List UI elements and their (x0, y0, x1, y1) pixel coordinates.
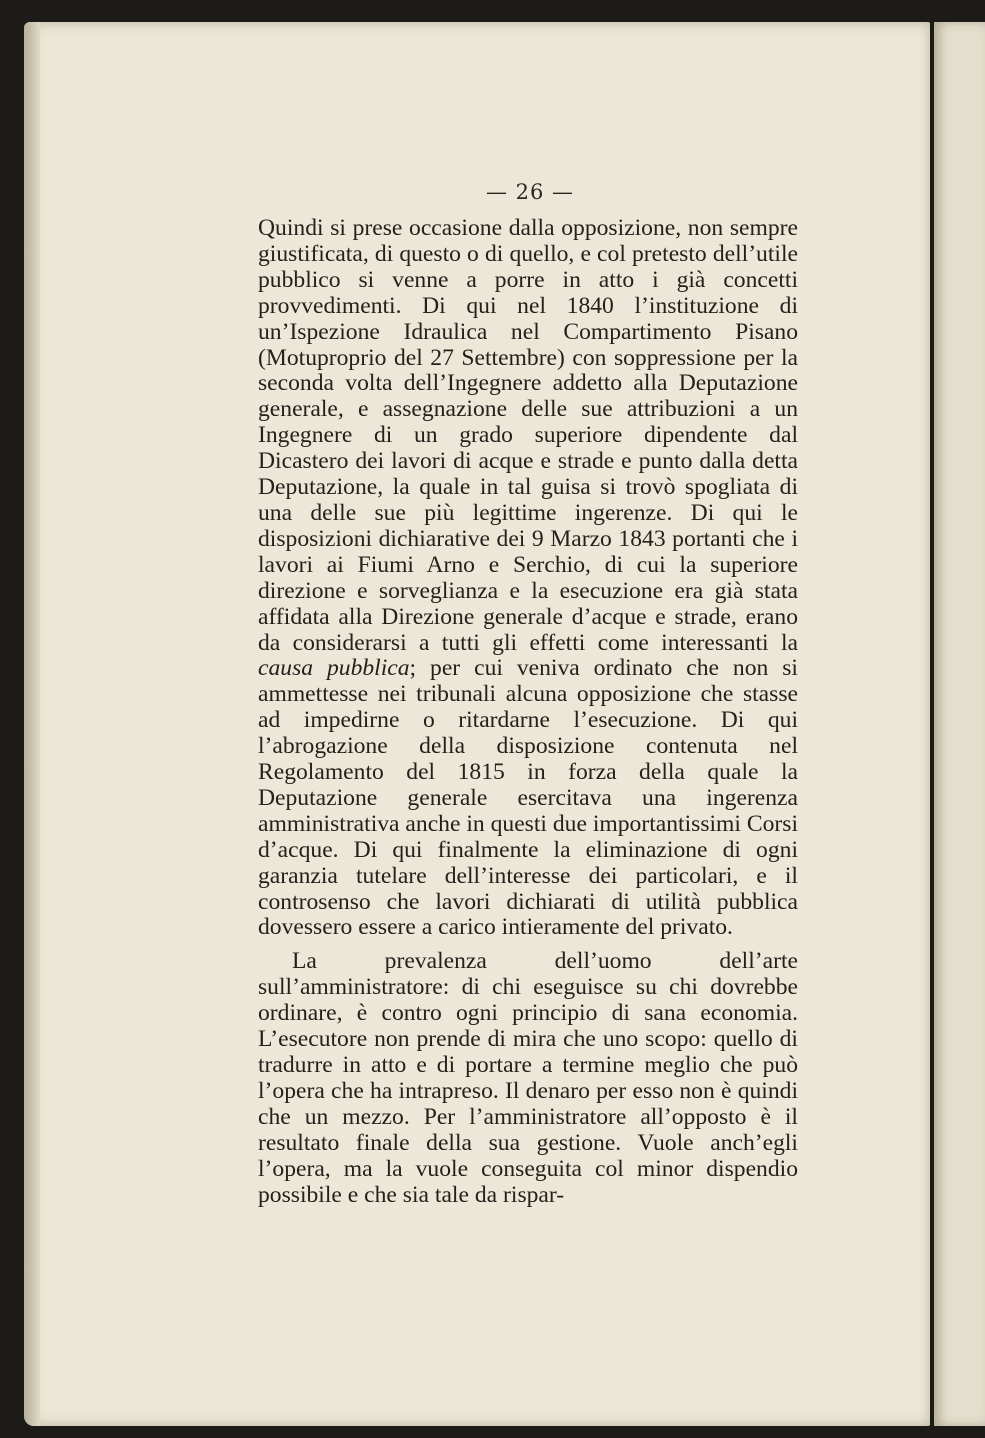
paragraph-1-text-b: ; per cui veniva ordinato che non si ammettesse nei tribunali alcuna opposizione che stasse ad impedirne o ritardarne l’esecuzione. Di qui l’abrogazione della disposizione contenuta nel Regolamento del 1815 in forza della quale la Deputazione generale esercitava una ingerenza amministrativa anche in questi due importantissimi Corsi d’acque. Di qui finalmente la eliminazione di ogni garanzia tutelare dell’interesse dei particolari, e il controsenso che lavori dichiarati di utilità pubblica dovessero essere a carico intieramente del privato. (258, 655, 798, 941)
paragraph-2: La prevalenza dell’uomo dell’arte sull’amministratore: di chi eseguisce su chi dovrebbe ordinare, è contro ogni principio di sana economia. L’esecutore non prende di mira che uno scopo: quello di tradurre in atto e di portare a termine meglio che può l’opera che ha intrapreso. Il denaro per esso non è quindi che un mezzo. Per l’amministratore all’opposto è il resultato finale della sua gestione. Vuole anch’egli l’opera, ma la vuole conseguita col minor dispendio possibile e che sia tale da rispar- (258, 948, 798, 1208)
facing-page-edge (934, 22, 985, 1426)
paragraph-1-italic-phrase: causa pubblica (258, 655, 410, 682)
paragraph-1 (258, 216, 798, 941)
page-gutter-shadow (24, 22, 40, 1426)
page-number: — 26 — (485, 180, 575, 204)
body-text (258, 216, 798, 1208)
paragraph-1-text-a: Quindi si prese occasione dalla opposizione, non sempre giustificata, di questo o di quello, e col pretesto dell’utile pubblico si venne a porre in atto i già concetti provvedimenti. Di qui nel 1840 l’instituzione di un’Ispezione Idraulica nel Compartimento Pisano (Motuproprio del 27 Settembre) con soppressione per la seconda volta dell’Ingegnere addetto alla Deputazione generale, e assegnazione delle sue attribuzioni a un Ingegnere di un grado superiore dipendente dal Dicastero dei lavori di acque e strade e punto dalla detta Deputazione, la quale in tal guisa si trovò spogliata di una delle sue più legittime ingerenze. Di qui le disposizioni dichiarative dei 9 Marzo 1843 portanti che i lavori ai Fiumi Arno e Serchio, di cui la superiore direzione e sorveglianza e la esecuzione era già stata affidata alla Direzione generale d’acque e strade, erano da considerarsi a tutti gli effetti come interessanti la (258, 215, 798, 656)
